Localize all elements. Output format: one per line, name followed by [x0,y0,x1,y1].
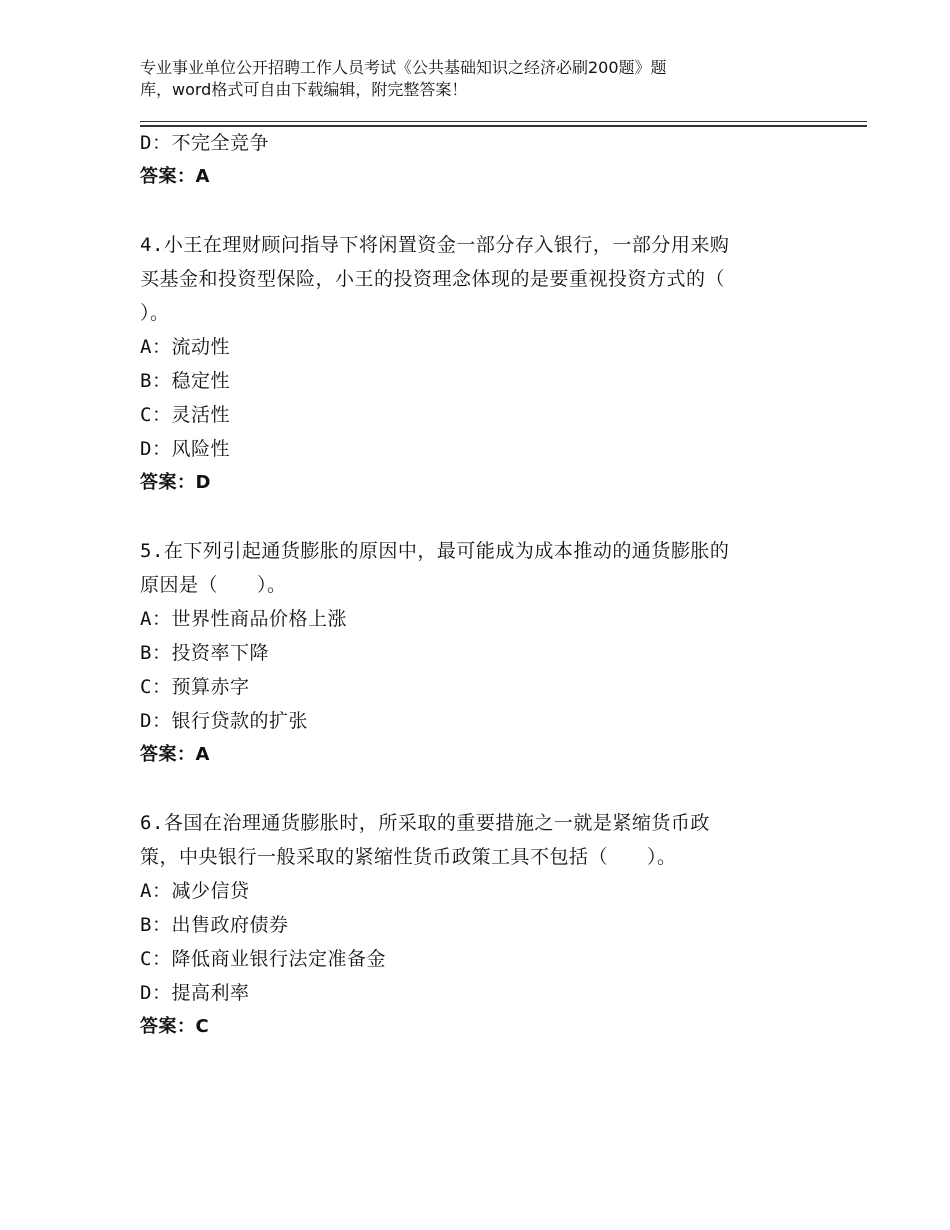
question-block-6 [140,806,820,1044]
spacer [140,500,820,534]
answer-line: 答案：D [140,472,211,493]
option-c: C：预算赤字 [140,676,250,698]
answer-line: 答案：A [140,166,210,187]
question-block-4 [140,228,820,500]
header-title-line-2: 库，word格式可自由下载编辑，附完整答案！ [140,80,468,99]
option-c: C：灵活性 [140,404,230,426]
answer-line: 答案：A [140,744,210,765]
option-b: B：出售政府债券 [140,914,289,936]
option-a: A：流动性 [140,336,230,358]
option-b: B：投资率下降 [140,642,269,664]
question-block-5 [140,534,820,772]
option-a: A：减少信贷 [140,880,250,902]
question-stem-line: ）。 [140,302,170,324]
option-d: D：银行贷款的扩张 [140,710,308,732]
option-d: D：提高利率 [140,982,250,1004]
spacer [140,194,820,228]
question-stem-line: 5.在下列引起通货膨胀的原因中，最可能成为成本推动的通货膨胀的 [140,540,730,562]
answer-line: 答案：C [140,1016,210,1037]
question-stem-line: 4.小王在理财顾问指导下将闲置资金一部分存入银行，一部分用来购 [140,234,730,256]
question-stem-line: 买基金和投资型保险，小王的投资理念体现的是要重视投资方式的（ [140,268,726,290]
header-title-line-1: 专业事业单位公开招聘工作人员考试《公共基础知识之经济必刷200题》题 [140,58,667,77]
question-content [140,126,820,1044]
option-b: B：稳定性 [140,370,230,392]
option-d: D：不完全竞争 [140,132,269,154]
option-d: D：风险性 [140,438,230,460]
document-header [140,57,780,101]
option-c: C：降低商业银行法定准备金 [140,948,386,970]
question-stem-line: 6.各国在治理通货膨胀时，所采取的重要措施之一就是紧缩货币政 [140,812,710,834]
option-a: A：世界性商品价格上涨 [140,608,347,630]
question-stem-line: 策，中央银行一般采取的紧缩性货币政策工具不包括（ ）。 [140,846,677,868]
question-stem-line: 原因是（ ）。 [140,574,287,596]
spacer [140,772,820,806]
